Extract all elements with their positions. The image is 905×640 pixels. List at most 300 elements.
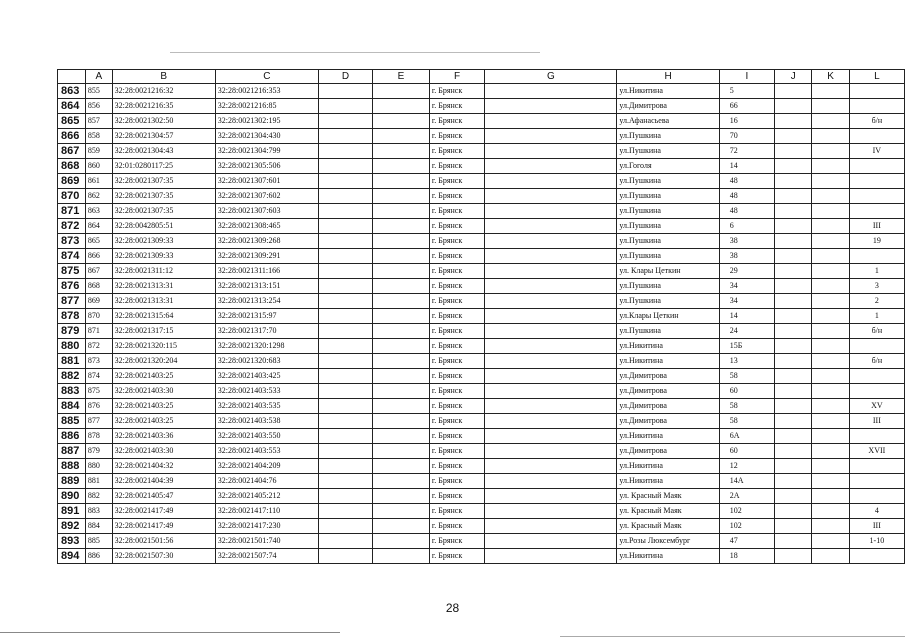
cell-b[interactable]: 32:28:0021307:35: [112, 189, 215, 204]
cell-h[interactable]: ул.Пушкина: [617, 234, 719, 249]
cell-f[interactable]: г. Брянск: [429, 504, 485, 519]
row-number[interactable]: 874: [58, 249, 86, 264]
cell-f[interactable]: г. Брянск: [429, 129, 485, 144]
cell-j[interactable]: [775, 234, 812, 249]
cell-i[interactable]: 16: [719, 114, 774, 129]
cell-i[interactable]: 6: [719, 219, 774, 234]
cell-a[interactable]: 874: [85, 369, 112, 384]
column-header-a[interactable]: A: [85, 70, 112, 84]
cell-b[interactable]: 32:28:0021315:64: [112, 309, 215, 324]
cell-h[interactable]: ул.Никитина: [617, 429, 719, 444]
cell-d[interactable]: [319, 384, 373, 399]
cell-a[interactable]: 864: [85, 219, 112, 234]
cell-d[interactable]: [319, 144, 373, 159]
cell-b[interactable]: 32:28:0021307:35: [112, 174, 215, 189]
cell-b[interactable]: 32:28:0021404:32: [112, 459, 215, 474]
cell-l[interactable]: 19: [849, 234, 904, 249]
cell-d[interactable]: [319, 159, 373, 174]
cell-g[interactable]: [485, 279, 617, 294]
cell-k[interactable]: [812, 474, 849, 489]
row-number[interactable]: 891: [58, 504, 86, 519]
cell-b[interactable]: 32:28:0021309:33: [112, 234, 215, 249]
cell-i[interactable]: 12: [719, 459, 774, 474]
cell-k[interactable]: [812, 249, 849, 264]
cell-c[interactable]: 32:28:0021320:683: [215, 354, 318, 369]
cell-k[interactable]: [812, 429, 849, 444]
cell-b[interactable]: 32:28:0021311:12: [112, 264, 215, 279]
column-header-c[interactable]: C: [215, 70, 318, 84]
cell-c[interactable]: 32:28:0021309:291: [215, 249, 318, 264]
cell-c[interactable]: 32:28:0021417:110: [215, 504, 318, 519]
cell-e[interactable]: [372, 459, 429, 474]
cell-k[interactable]: [812, 324, 849, 339]
cell-j[interactable]: [775, 144, 812, 159]
cell-k[interactable]: [812, 144, 849, 159]
cell-j[interactable]: [775, 534, 812, 549]
cell-g[interactable]: [485, 174, 617, 189]
cell-k[interactable]: [812, 459, 849, 474]
cell-d[interactable]: [319, 429, 373, 444]
cell-g[interactable]: [485, 474, 617, 489]
cell-f[interactable]: г. Брянск: [429, 384, 485, 399]
cell-b[interactable]: 32:28:0021313:31: [112, 279, 215, 294]
cell-b[interactable]: 32:28:0021501:56: [112, 534, 215, 549]
cell-a[interactable]: 877: [85, 414, 112, 429]
cell-d[interactable]: [319, 279, 373, 294]
cell-a[interactable]: 857: [85, 114, 112, 129]
cell-h[interactable]: ул.Димитрова: [617, 369, 719, 384]
cell-l[interactable]: 3: [849, 279, 904, 294]
cell-k[interactable]: [812, 129, 849, 144]
cell-g[interactable]: [485, 129, 617, 144]
cell-d[interactable]: [319, 204, 373, 219]
cell-e[interactable]: [372, 354, 429, 369]
cell-g[interactable]: [485, 339, 617, 354]
cell-i[interactable]: 14: [719, 159, 774, 174]
cell-j[interactable]: [775, 174, 812, 189]
cell-j[interactable]: [775, 429, 812, 444]
row-number[interactable]: 892: [58, 519, 86, 534]
row-number[interactable]: 884: [58, 399, 86, 414]
cell-h[interactable]: ул.Никитина: [617, 84, 719, 99]
cell-e[interactable]: [372, 189, 429, 204]
cell-h[interactable]: ул.Гоголя: [617, 159, 719, 174]
column-header-d[interactable]: D: [319, 70, 373, 84]
cell-d[interactable]: [319, 504, 373, 519]
cell-d[interactable]: [319, 114, 373, 129]
cell-c[interactable]: 32:28:0021315:97: [215, 309, 318, 324]
cell-b[interactable]: 32:28:0021302:50: [112, 114, 215, 129]
cell-j[interactable]: [775, 309, 812, 324]
cell-j[interactable]: [775, 279, 812, 294]
cell-b[interactable]: 32:28:0021403:25: [112, 399, 215, 414]
cell-a[interactable]: 879: [85, 444, 112, 459]
cell-i[interactable]: 24: [719, 324, 774, 339]
column-header-h[interactable]: H: [617, 70, 719, 84]
cell-i[interactable]: 13: [719, 354, 774, 369]
cell-h[interactable]: ул.Клары Цеткин: [617, 309, 719, 324]
cell-k[interactable]: [812, 534, 849, 549]
cell-d[interactable]: [319, 129, 373, 144]
cell-j[interactable]: [775, 549, 812, 564]
cell-g[interactable]: [485, 429, 617, 444]
row-number[interactable]: 878: [58, 309, 86, 324]
cell-a[interactable]: 861: [85, 174, 112, 189]
cell-l[interactable]: XVII: [849, 444, 904, 459]
cell-b[interactable]: 32:28:0021403:30: [112, 384, 215, 399]
cell-d[interactable]: [319, 474, 373, 489]
cell-j[interactable]: [775, 84, 812, 99]
cell-g[interactable]: [485, 549, 617, 564]
cell-j[interactable]: [775, 354, 812, 369]
cell-d[interactable]: [319, 264, 373, 279]
cell-f[interactable]: г. Брянск: [429, 354, 485, 369]
cell-h[interactable]: ул.Пушкина: [617, 204, 719, 219]
cell-e[interactable]: [372, 444, 429, 459]
cell-g[interactable]: [485, 309, 617, 324]
cell-d[interactable]: [319, 324, 373, 339]
column-header-k[interactable]: K: [812, 70, 849, 84]
cell-k[interactable]: [812, 549, 849, 564]
cell-l[interactable]: 1: [849, 264, 904, 279]
cell-b[interactable]: 32:28:0021309:33: [112, 249, 215, 264]
cell-a[interactable]: 884: [85, 519, 112, 534]
cell-a[interactable]: 858: [85, 129, 112, 144]
cell-f[interactable]: г. Брянск: [429, 474, 485, 489]
cell-a[interactable]: 875: [85, 384, 112, 399]
cell-l[interactable]: III: [849, 519, 904, 534]
cell-k[interactable]: [812, 399, 849, 414]
cell-h[interactable]: ул.Димитрова: [617, 99, 719, 114]
cell-e[interactable]: [372, 294, 429, 309]
cell-f[interactable]: г. Брянск: [429, 249, 485, 264]
cell-c[interactable]: 32:28:0021307:602: [215, 189, 318, 204]
cell-d[interactable]: [319, 534, 373, 549]
cell-i[interactable]: 38: [719, 249, 774, 264]
cell-i[interactable]: 48: [719, 204, 774, 219]
cell-g[interactable]: [485, 84, 617, 99]
cell-g[interactable]: [485, 159, 617, 174]
cell-b[interactable]: 32:28:0021403:30: [112, 444, 215, 459]
cell-i[interactable]: 102: [719, 504, 774, 519]
cell-e[interactable]: [372, 264, 429, 279]
cell-i[interactable]: 58: [719, 414, 774, 429]
cell-a[interactable]: 856: [85, 99, 112, 114]
row-number[interactable]: 893: [58, 534, 86, 549]
cell-a[interactable]: 867: [85, 264, 112, 279]
cell-d[interactable]: [319, 99, 373, 114]
cell-f[interactable]: г. Брянск: [429, 459, 485, 474]
column-header-l[interactable]: L: [849, 70, 904, 84]
cell-k[interactable]: [812, 189, 849, 204]
cell-h[interactable]: ул.Пушкина: [617, 294, 719, 309]
cell-d[interactable]: [319, 399, 373, 414]
cell-i[interactable]: 66: [719, 99, 774, 114]
cell-g[interactable]: [485, 189, 617, 204]
cell-h[interactable]: ул.Димитрова: [617, 399, 719, 414]
row-number[interactable]: 885: [58, 414, 86, 429]
cell-c[interactable]: 32:28:0021403:425: [215, 369, 318, 384]
cell-f[interactable]: г. Брянск: [429, 309, 485, 324]
row-number[interactable]: 879: [58, 324, 86, 339]
cell-j[interactable]: [775, 489, 812, 504]
cell-d[interactable]: [319, 549, 373, 564]
cell-j[interactable]: [775, 99, 812, 114]
cell-d[interactable]: [319, 249, 373, 264]
cell-e[interactable]: [372, 384, 429, 399]
cell-h[interactable]: ул.Никитина: [617, 459, 719, 474]
cell-c[interactable]: 32:28:0021304:430: [215, 129, 318, 144]
cell-i[interactable]: 2А: [719, 489, 774, 504]
cell-j[interactable]: [775, 384, 812, 399]
cell-a[interactable]: 863: [85, 204, 112, 219]
cell-f[interactable]: г. Брянск: [429, 294, 485, 309]
cell-c[interactable]: 32:28:0021403:550: [215, 429, 318, 444]
cell-f[interactable]: г. Брянск: [429, 549, 485, 564]
cell-a[interactable]: 870: [85, 309, 112, 324]
cell-c[interactable]: 32:28:0021405:212: [215, 489, 318, 504]
cell-h[interactable]: ул.Никитина: [617, 354, 719, 369]
cell-k[interactable]: [812, 384, 849, 399]
cell-d[interactable]: [319, 414, 373, 429]
cell-a[interactable]: 878: [85, 429, 112, 444]
cell-l[interactable]: [849, 384, 904, 399]
row-number[interactable]: 873: [58, 234, 86, 249]
cell-l[interactable]: [849, 84, 904, 99]
cell-e[interactable]: [372, 279, 429, 294]
cell-d[interactable]: [319, 174, 373, 189]
cell-l[interactable]: [849, 549, 904, 564]
cell-f[interactable]: г. Брянск: [429, 444, 485, 459]
cell-a[interactable]: 862: [85, 189, 112, 204]
row-number[interactable]: 868: [58, 159, 86, 174]
cell-l[interactable]: IV: [849, 144, 904, 159]
cell-j[interactable]: [775, 189, 812, 204]
cell-i[interactable]: 14А: [719, 474, 774, 489]
cell-i[interactable]: 29: [719, 264, 774, 279]
cell-i[interactable]: 60: [719, 444, 774, 459]
cell-e[interactable]: [372, 534, 429, 549]
cell-h[interactable]: ул.Пушкина: [617, 174, 719, 189]
cell-i[interactable]: 48: [719, 189, 774, 204]
cell-l[interactable]: III: [849, 219, 904, 234]
corner-cell[interactable]: [58, 70, 86, 84]
cell-c[interactable]: 32:28:0021309:268: [215, 234, 318, 249]
cell-i[interactable]: 38: [719, 234, 774, 249]
cell-l[interactable]: [849, 174, 904, 189]
cell-k[interactable]: [812, 339, 849, 354]
cell-l[interactable]: [849, 489, 904, 504]
cell-k[interactable]: [812, 354, 849, 369]
cell-f[interactable]: г. Брянск: [429, 159, 485, 174]
cell-e[interactable]: [372, 234, 429, 249]
cell-b[interactable]: 32:28:0042805:51: [112, 219, 215, 234]
cell-d[interactable]: [319, 309, 373, 324]
cell-k[interactable]: [812, 444, 849, 459]
cell-i[interactable]: 48: [719, 174, 774, 189]
column-header-f[interactable]: F: [429, 70, 485, 84]
cell-k[interactable]: [812, 504, 849, 519]
cell-f[interactable]: г. Брянск: [429, 534, 485, 549]
row-number[interactable]: 881: [58, 354, 86, 369]
cell-h[interactable]: ул. Красный Маяк: [617, 504, 719, 519]
cell-c[interactable]: 32:28:0021403:553: [215, 444, 318, 459]
cell-d[interactable]: [319, 189, 373, 204]
cell-f[interactable]: г. Брянск: [429, 324, 485, 339]
cell-i[interactable]: 18: [719, 549, 774, 564]
cell-a[interactable]: 868: [85, 279, 112, 294]
cell-k[interactable]: [812, 294, 849, 309]
cell-e[interactable]: [372, 369, 429, 384]
cell-j[interactable]: [775, 264, 812, 279]
cell-j[interactable]: [775, 204, 812, 219]
cell-k[interactable]: [812, 369, 849, 384]
cell-k[interactable]: [812, 234, 849, 249]
cell-c[interactable]: 32:28:0021403:535: [215, 399, 318, 414]
cell-k[interactable]: [812, 309, 849, 324]
cell-j[interactable]: [775, 324, 812, 339]
cell-a[interactable]: 855: [85, 84, 112, 99]
cell-i[interactable]: 34: [719, 294, 774, 309]
cell-b[interactable]: 32:28:0021417:49: [112, 519, 215, 534]
cell-l[interactable]: III: [849, 414, 904, 429]
cell-h[interactable]: ул.Пушкина: [617, 249, 719, 264]
cell-i[interactable]: 34: [719, 279, 774, 294]
cell-j[interactable]: [775, 459, 812, 474]
cell-i[interactable]: 58: [719, 399, 774, 414]
cell-k[interactable]: [812, 264, 849, 279]
cell-a[interactable]: 859: [85, 144, 112, 159]
cell-k[interactable]: [812, 519, 849, 534]
cell-l[interactable]: [849, 474, 904, 489]
cell-h[interactable]: ул.Димитрова: [617, 414, 719, 429]
cell-h[interactable]: ул.Пушкина: [617, 324, 719, 339]
cell-k[interactable]: [812, 84, 849, 99]
cell-g[interactable]: [485, 384, 617, 399]
cell-e[interactable]: [372, 549, 429, 564]
cell-g[interactable]: [485, 369, 617, 384]
row-number[interactable]: 880: [58, 339, 86, 354]
cell-h[interactable]: ул. Клары Цеткин: [617, 264, 719, 279]
cell-d[interactable]: [319, 219, 373, 234]
cell-e[interactable]: [372, 414, 429, 429]
cell-c[interactable]: 32:28:0021501:740: [215, 534, 318, 549]
cell-d[interactable]: [319, 369, 373, 384]
cell-c[interactable]: 32:28:0021320:1298: [215, 339, 318, 354]
row-number[interactable]: 865: [58, 114, 86, 129]
cell-e[interactable]: [372, 324, 429, 339]
column-header-b[interactable]: B: [112, 70, 215, 84]
cell-a[interactable]: 871: [85, 324, 112, 339]
cell-j[interactable]: [775, 219, 812, 234]
cell-b[interactable]: 32:28:0021320:204: [112, 354, 215, 369]
cell-e[interactable]: [372, 249, 429, 264]
cell-e[interactable]: [372, 309, 429, 324]
row-number[interactable]: 871: [58, 204, 86, 219]
cell-a[interactable]: 885: [85, 534, 112, 549]
cell-d[interactable]: [319, 459, 373, 474]
cell-a[interactable]: 866: [85, 249, 112, 264]
cell-f[interactable]: г. Брянск: [429, 204, 485, 219]
cell-f[interactable]: г. Брянск: [429, 369, 485, 384]
cell-j[interactable]: [775, 114, 812, 129]
cell-k[interactable]: [812, 114, 849, 129]
cell-f[interactable]: г. Брянск: [429, 99, 485, 114]
cell-i[interactable]: 72: [719, 144, 774, 159]
cell-l[interactable]: [849, 204, 904, 219]
cell-f[interactable]: г. Брянск: [429, 84, 485, 99]
cell-c[interactable]: 32:28:0021313:151: [215, 279, 318, 294]
row-number[interactable]: 886: [58, 429, 86, 444]
cell-h[interactable]: ул.Розы Люксембург: [617, 534, 719, 549]
cell-l[interactable]: [849, 99, 904, 114]
cell-h[interactable]: ул. Красный Маяк: [617, 519, 719, 534]
column-header-e[interactable]: E: [372, 70, 429, 84]
cell-a[interactable]: 873: [85, 354, 112, 369]
row-number[interactable]: 863: [58, 84, 86, 99]
cell-b[interactable]: 32:28:0021320:115: [112, 339, 215, 354]
cell-e[interactable]: [372, 159, 429, 174]
cell-f[interactable]: г. Брянск: [429, 429, 485, 444]
cell-c[interactable]: 32:28:0021403:533: [215, 384, 318, 399]
cell-h[interactable]: ул.Димитрова: [617, 444, 719, 459]
cell-i[interactable]: 6А: [719, 429, 774, 444]
cell-k[interactable]: [812, 279, 849, 294]
cell-f[interactable]: г. Брянск: [429, 519, 485, 534]
row-number[interactable]: 887: [58, 444, 86, 459]
row-number[interactable]: 888: [58, 459, 86, 474]
cell-j[interactable]: [775, 159, 812, 174]
cell-b[interactable]: 32:01:0280117:25: [112, 159, 215, 174]
cell-l[interactable]: [849, 249, 904, 264]
cell-g[interactable]: [485, 234, 617, 249]
cell-i[interactable]: 60: [719, 384, 774, 399]
cell-g[interactable]: [485, 444, 617, 459]
cell-e[interactable]: [372, 489, 429, 504]
cell-i[interactable]: 47: [719, 534, 774, 549]
cell-g[interactable]: [485, 249, 617, 264]
cell-e[interactable]: [372, 339, 429, 354]
cell-i[interactable]: 14: [719, 309, 774, 324]
cell-b[interactable]: 32:28:0021304:43: [112, 144, 215, 159]
cell-h[interactable]: ул.Афанасьева: [617, 114, 719, 129]
row-number[interactable]: 870: [58, 189, 86, 204]
cell-j[interactable]: [775, 519, 812, 534]
cell-c[interactable]: 32:28:0021305:506: [215, 159, 318, 174]
cell-j[interactable]: [775, 294, 812, 309]
row-number[interactable]: 867: [58, 144, 86, 159]
cell-c[interactable]: 32:28:0021404:76: [215, 474, 318, 489]
cell-a[interactable]: 886: [85, 549, 112, 564]
cell-b[interactable]: 32:28:0021403:25: [112, 369, 215, 384]
cell-i[interactable]: 70: [719, 129, 774, 144]
cell-c[interactable]: 32:28:0021302:195: [215, 114, 318, 129]
cell-f[interactable]: г. Брянск: [429, 414, 485, 429]
cell-h[interactable]: ул.Пушкина: [617, 189, 719, 204]
cell-l[interactable]: XV: [849, 399, 904, 414]
cell-f[interactable]: г. Брянск: [429, 234, 485, 249]
cell-b[interactable]: 32:28:0021313:31: [112, 294, 215, 309]
cell-k[interactable]: [812, 204, 849, 219]
cell-b[interactable]: 32:28:0021304:57: [112, 129, 215, 144]
cell-j[interactable]: [775, 339, 812, 354]
cell-f[interactable]: г. Брянск: [429, 489, 485, 504]
cell-h[interactable]: ул.Пушкина: [617, 129, 719, 144]
cell-b[interactable]: 32:28:0021405:47: [112, 489, 215, 504]
cell-c[interactable]: 32:28:0021307:601: [215, 174, 318, 189]
cell-e[interactable]: [372, 99, 429, 114]
cell-j[interactable]: [775, 369, 812, 384]
